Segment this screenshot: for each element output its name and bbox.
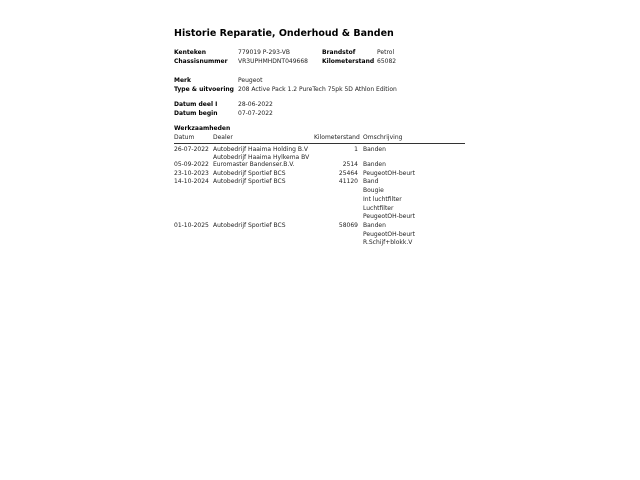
column-header-dealer: Dealer xyxy=(213,134,233,141)
field-label-kilometerstand: Kilometerstand xyxy=(322,58,375,65)
work-date: 05-09-2022 xyxy=(174,161,209,168)
text-line: Autobedrijf Sportief BCS xyxy=(213,178,286,186)
work-description xyxy=(363,170,465,179)
text-line: R.Schijf+blokk.V xyxy=(363,239,413,247)
text-line: PeugeotOH-beurt xyxy=(363,230,415,238)
table-row xyxy=(174,178,465,222)
text-line: Band xyxy=(363,178,379,186)
work-date: 14-10-2024 xyxy=(174,178,209,186)
field-value-type-uitvoering: 208 Active Pack 1.2 PureTech 75pk 5D Athlon Edition xyxy=(238,86,397,93)
field-label-type-uitvoering: Type & uitvoering xyxy=(174,86,234,93)
field-label-datum-begin: Datum begin xyxy=(174,110,218,117)
text-line: Autobedrijf Sportief BCS xyxy=(213,221,286,229)
field-value-kilometerstand: 65082 xyxy=(377,58,397,65)
vehicle-info-block xyxy=(174,48,396,66)
text-line: Euromaster Bandenser.B.V. xyxy=(213,161,295,168)
work-dealer xyxy=(213,146,314,161)
column-header-kilometerstand: Kilometerstand xyxy=(314,134,360,141)
field-value-datum-begin: 07-07-2022 xyxy=(238,110,273,117)
work-dealer xyxy=(213,222,314,230)
work-odometer: 41120 xyxy=(338,178,358,186)
field-value-chassisnummer: VR3UPHMHDNT049668 xyxy=(238,58,308,65)
work-odometer: 1 xyxy=(354,146,358,153)
dates-info-block xyxy=(174,100,273,118)
text-line: Luchtfilter xyxy=(363,204,394,212)
work-description xyxy=(363,146,465,155)
text-line: Banden xyxy=(363,146,386,153)
text-line: Int luchtfilter xyxy=(363,195,402,203)
table-row xyxy=(174,146,465,161)
field-value-brandstof: Petrol xyxy=(377,49,395,56)
text-line: Bougie xyxy=(363,187,384,195)
text-line: PeugeotOH-beurt xyxy=(363,169,415,177)
column-header-datum: Datum xyxy=(174,134,195,141)
work-date: 26-07-2022 xyxy=(174,146,209,153)
worklog-section-title: Werkzaamheden xyxy=(174,125,231,132)
text-line: Banden xyxy=(363,161,386,168)
work-date: 01-10-2025 xyxy=(174,221,209,229)
work-odometer: 2514 xyxy=(342,161,358,168)
worklog-table-body xyxy=(174,144,465,248)
work-description xyxy=(363,222,465,248)
work-odometer: 58069 xyxy=(338,221,358,229)
work-dealer xyxy=(213,170,314,178)
work-description xyxy=(363,178,465,222)
work-description xyxy=(363,161,465,170)
text-line: Autobedrijf Sportief BCS xyxy=(213,169,286,177)
column-header-omschrijving: Omschrijving xyxy=(363,134,403,141)
text-line: Autobedrijf Haaima Hylkema BV xyxy=(213,153,310,161)
field-value-datum-deel-1: 28-06-2022 xyxy=(238,101,273,108)
table-row xyxy=(174,170,465,179)
field-label-brandstof: Brandstof xyxy=(322,49,356,56)
model-info-block xyxy=(174,76,397,94)
worklog-table xyxy=(174,134,465,248)
text-line: Banden xyxy=(363,221,386,229)
field-value-merk: Peugeot xyxy=(238,77,263,84)
text-line: Autobedrijf Haaima Holding B.V xyxy=(213,146,308,153)
work-date: 23-10-2023 xyxy=(174,169,209,177)
work-dealer xyxy=(213,161,314,169)
table-row xyxy=(174,222,465,248)
field-label-kenteken: Kenteken xyxy=(174,49,206,56)
field-label-chassisnummer: Chassisnummer xyxy=(174,58,228,65)
worklog-table-header xyxy=(174,134,465,144)
work-odometer: 25464 xyxy=(338,169,358,177)
page-title: Historie Reparatie, Onderhoud & Banden xyxy=(174,28,394,39)
field-value-kenteken: 779019 P-293-VB xyxy=(238,49,290,56)
field-label-datum-deel-1: Datum deel I xyxy=(174,101,218,108)
table-row xyxy=(174,161,465,170)
work-dealer xyxy=(213,178,314,186)
field-label-merk: Merk xyxy=(174,77,191,84)
text-line: PeugeotOH-beurt xyxy=(363,213,415,221)
